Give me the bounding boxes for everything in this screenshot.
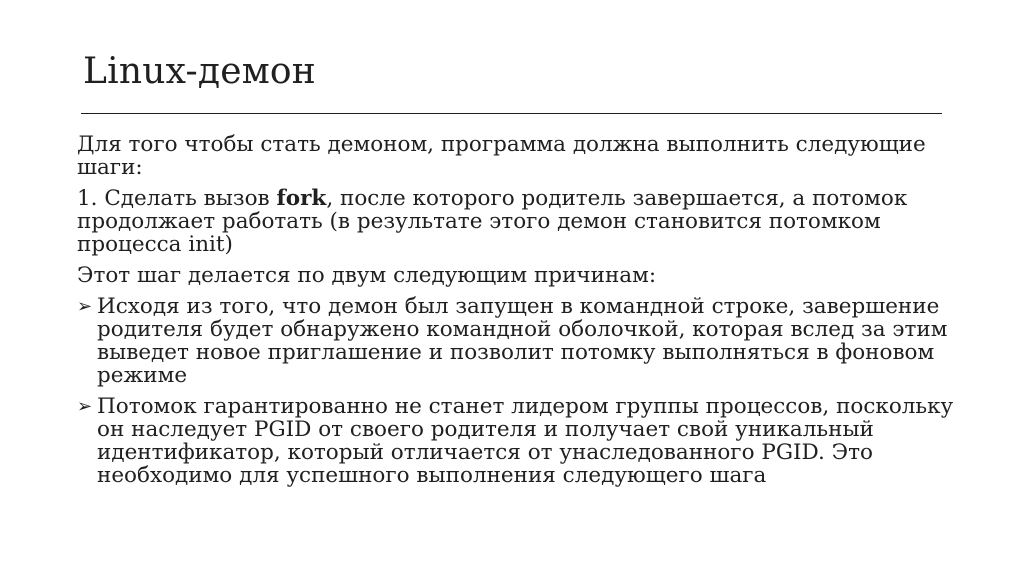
bullet-text: Исходя из того, что демон был запущен в командной строке, завершение родителя будет обнаружено командной оболочкой, которая вслед за этим выведет новое приглашение и позволит потомку выполняться в фоновом режиме [97, 294, 948, 388]
slide-body [77, 133, 957, 495]
title-divider [81, 113, 942, 114]
step-1-prefix: 1. Сделать вызов [77, 186, 277, 211]
intro-paragraph: Для того чтобы стать демоном, программа должна выполнить следующие шаги: [77, 132, 926, 180]
arrow-bullet-icon: ➢ [77, 296, 93, 317]
fork-keyword: fork [276, 186, 327, 211]
arrow-bullet-icon: ➢ [77, 396, 93, 417]
step-1-paragraph [77, 187, 957, 256]
bullet-text: Потомок гарантированно не станет лидером группы процессов, поскольку он наследует PGID от своего родителя и получает свой уникальный идентификатор, который отличается от унаследованного PGID. Это необходимо для успешного выполнения следующего шага [97, 394, 954, 488]
reasons-paragraph: Этот шаг делается по двум следующим причинам: [77, 263, 657, 288]
bullet-item [77, 395, 957, 487]
bullet-item [77, 295, 957, 387]
slide-title: Linux-демон [83, 51, 316, 92]
step-1-suffix: , после которого родитель завершается, а потомок продолжает работать (в результате этого демон становится потомком процесса init) [77, 186, 908, 257]
